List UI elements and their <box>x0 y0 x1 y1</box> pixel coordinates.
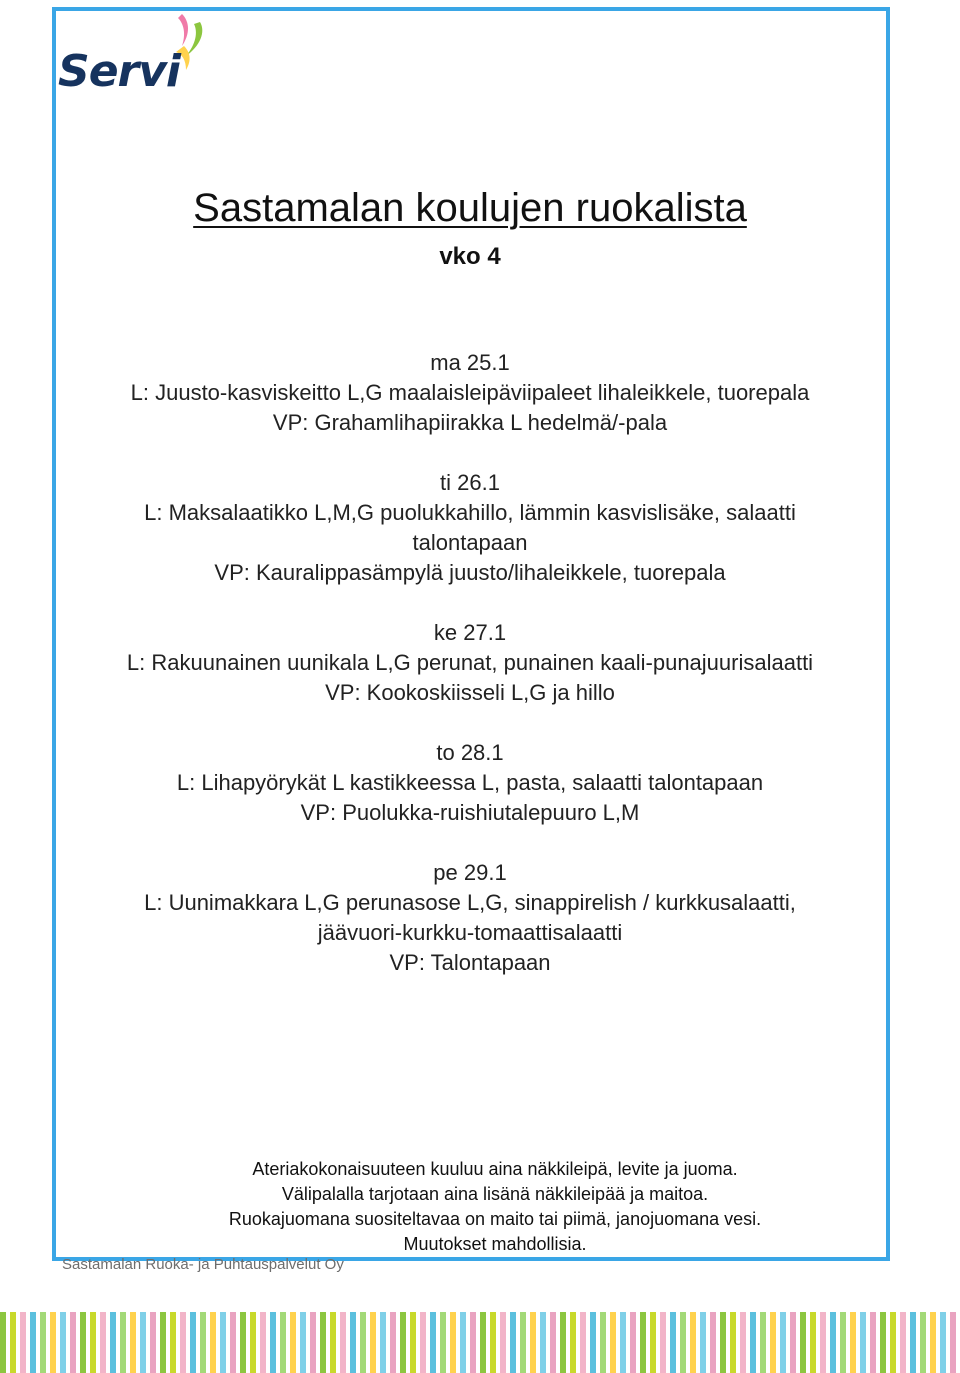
menu-day-line: L: Juusto-kasviskeitto L,G maalaisleipäviipaleet lihaleikkele, tuorepala <box>130 380 810 405</box>
stripe <box>600 1312 606 1373</box>
stripe <box>240 1312 246 1373</box>
stripe <box>870 1312 876 1373</box>
stripe <box>500 1312 506 1373</box>
stripe <box>180 1312 186 1373</box>
menu-day <box>52 348 888 438</box>
stripe <box>540 1312 546 1373</box>
stripe <box>720 1312 726 1373</box>
menu-day-line: VP: Puolukka-ruishiutalepuuro L,M <box>300 800 640 825</box>
stripe <box>760 1312 766 1373</box>
stripe <box>380 1312 386 1373</box>
stripe <box>820 1312 826 1373</box>
stripe <box>250 1312 256 1373</box>
stripe <box>890 1312 896 1373</box>
stripe <box>510 1312 516 1373</box>
stripe <box>480 1312 486 1373</box>
stripe <box>700 1312 706 1373</box>
meal-note-line: Muutokset mahdollisia. <box>403 1234 587 1254</box>
menu-day-line: VP: Kookoskiisseli L,G ja hillo <box>325 680 615 705</box>
stripe <box>60 1312 66 1373</box>
servi-logo <box>58 12 208 100</box>
menu-day-line: talontapaan <box>412 530 528 555</box>
stripe <box>310 1312 316 1373</box>
menu-day-label: ma 25.1 <box>430 350 510 375</box>
stripe <box>770 1312 776 1373</box>
stripe <box>320 1312 326 1373</box>
menu-day-line: VP: Grahamlihapiirakka L hedelmä/-pala <box>272 410 668 435</box>
stripe <box>290 1312 296 1373</box>
stripe <box>410 1312 416 1373</box>
stripe <box>100 1312 106 1373</box>
menu-day <box>52 738 888 828</box>
logo-text: Servi <box>58 46 180 97</box>
meal-note-line: Ruokajuomana suositeltavaa on maito tai piimä, janojuomana vesi. <box>228 1209 762 1229</box>
stripe <box>220 1312 226 1373</box>
stripe <box>20 1312 26 1373</box>
stripe <box>850 1312 856 1373</box>
stripe <box>200 1312 206 1373</box>
menu-day-line: VP: Talontapaan <box>389 950 551 975</box>
stripe <box>160 1312 166 1373</box>
menu-day-line: L: Uunimakkara L,G perunasose L,G, sinappirelish / kurkkusalaatti, <box>144 890 796 915</box>
company-name: Sastamalan Ruoka- ja Puhtauspalvelut Oy <box>62 1256 344 1273</box>
stripe <box>710 1312 716 1373</box>
page-title-text: Sastamalan koulujen ruokalista <box>193 186 747 230</box>
stripe <box>900 1312 906 1373</box>
decorative-stripe-border <box>0 1312 960 1373</box>
stripe <box>950 1312 956 1373</box>
stripe <box>120 1312 126 1373</box>
menu-day <box>52 858 888 978</box>
stripe <box>570 1312 576 1373</box>
stripe <box>300 1312 306 1373</box>
stripe <box>860 1312 866 1373</box>
stripe <box>930 1312 936 1373</box>
stripe <box>740 1312 746 1373</box>
menu-day-label: pe 29.1 <box>433 860 507 885</box>
stripe <box>370 1312 376 1373</box>
menu-day-label: ke 27.1 <box>433 620 507 645</box>
stripe <box>450 1312 456 1373</box>
stripe <box>270 1312 276 1373</box>
page-title <box>0 188 940 228</box>
stripe <box>830 1312 836 1373</box>
stripe <box>520 1312 526 1373</box>
stripe <box>340 1312 346 1373</box>
stripe <box>330 1312 336 1373</box>
stripe <box>470 1312 476 1373</box>
stripe <box>460 1312 466 1373</box>
stripe <box>910 1312 916 1373</box>
menu-day-label: ti 26.1 <box>440 470 500 495</box>
stripe <box>190 1312 196 1373</box>
meal-note-line: Ateriakokonaisuuteen kuuluu aina näkkileipä, levite ja juoma. <box>252 1159 738 1179</box>
stripe <box>260 1312 266 1373</box>
stripe <box>610 1312 616 1373</box>
stripe <box>130 1312 136 1373</box>
menu-day <box>52 618 888 708</box>
stripe <box>80 1312 86 1373</box>
stripe <box>30 1312 36 1373</box>
menu-day-line: VP: Kauralippasämpylä juusto/lihaleikkele, tuorepala <box>214 560 726 585</box>
stripe <box>530 1312 536 1373</box>
stripe <box>590 1312 596 1373</box>
stripe <box>440 1312 446 1373</box>
stripe <box>690 1312 696 1373</box>
menu-day <box>52 468 888 588</box>
stripe <box>620 1312 626 1373</box>
menu-list <box>52 348 888 1008</box>
stripe <box>630 1312 636 1373</box>
stripe <box>650 1312 656 1373</box>
stripe <box>940 1312 946 1373</box>
stripe <box>360 1312 366 1373</box>
stripe <box>110 1312 116 1373</box>
stripe <box>660 1312 666 1373</box>
menu-day-line: L: Rakuunainen uunikala L,G perunat, punainen kaali-punajuurisalaatti <box>126 650 814 675</box>
stripe <box>580 1312 586 1373</box>
stripe <box>150 1312 156 1373</box>
stripe <box>840 1312 846 1373</box>
stripe <box>390 1312 396 1373</box>
menu-day-label: to 28.1 <box>436 740 504 765</box>
stripe <box>210 1312 216 1373</box>
stripe <box>810 1312 816 1373</box>
stripe <box>920 1312 926 1373</box>
stripe <box>790 1312 796 1373</box>
stripe <box>800 1312 806 1373</box>
stripe <box>140 1312 146 1373</box>
stripe <box>880 1312 886 1373</box>
menu-day-line: L: Maksalaatikko L,M,G puolukkahillo, lämmin kasvislisäke, salaatti <box>144 500 796 525</box>
stripe <box>280 1312 286 1373</box>
stripe <box>640 1312 646 1373</box>
stripe <box>430 1312 436 1373</box>
stripe <box>560 1312 566 1373</box>
stripe <box>170 1312 176 1373</box>
stripe <box>10 1312 16 1373</box>
stripe <box>0 1312 6 1373</box>
stripe <box>550 1312 556 1373</box>
stripe <box>230 1312 236 1373</box>
stripe <box>780 1312 786 1373</box>
stripe <box>70 1312 76 1373</box>
stripe <box>90 1312 96 1373</box>
stripe <box>490 1312 496 1373</box>
stripe <box>750 1312 756 1373</box>
meal-notes <box>52 1157 938 1257</box>
stripe <box>730 1312 736 1373</box>
stripe <box>50 1312 56 1373</box>
stripe <box>350 1312 356 1373</box>
stripe <box>670 1312 676 1373</box>
stripe <box>400 1312 406 1373</box>
meal-note-line: Välipalalla tarjotaan aina lisänä näkkileipää ja maitoa. <box>281 1184 709 1204</box>
week-label: vko 4 <box>439 243 501 270</box>
menu-day-line: jäävuori-kurkku-tomaattisalaatti <box>317 920 623 945</box>
stripe <box>680 1312 686 1373</box>
menu-day-line: L: Lihapyörykät L kastikkeessa L, pasta, salaatti talontapaan <box>176 770 764 795</box>
stripe <box>40 1312 46 1373</box>
stripe <box>420 1312 426 1373</box>
